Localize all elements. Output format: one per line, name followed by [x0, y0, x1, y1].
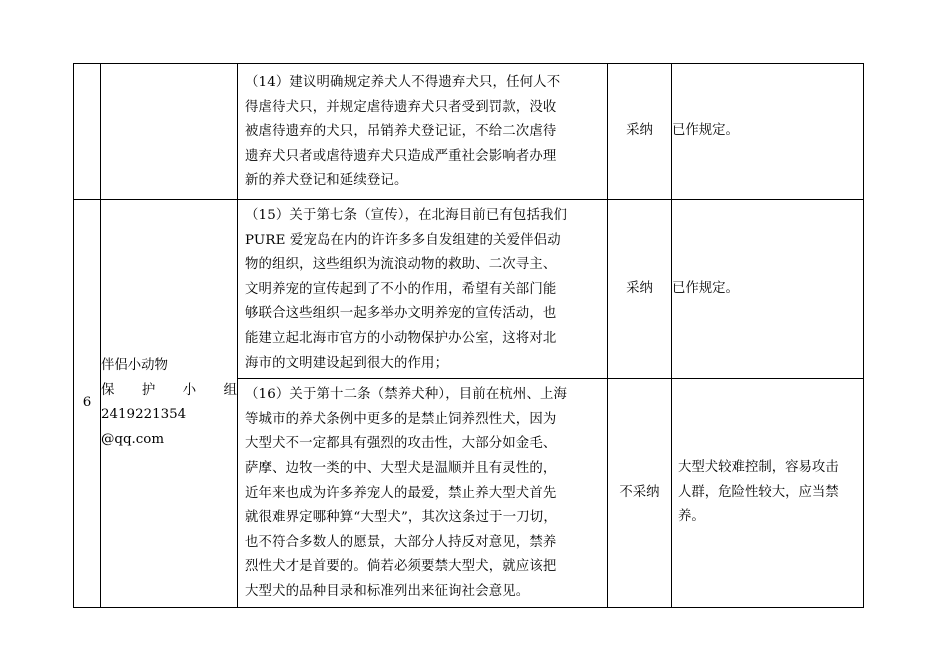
suggestion-line: 被虐待遗弃的犬只，吊销养犬登记证，不给二次虐待 — [245, 124, 557, 140]
suggestion-line: 大型犬不一定都具有强烈的攻击性，大部分如金毛、 — [245, 436, 557, 452]
organization-cell — [101, 64, 238, 200]
reason-cell: 已作规定。 — [672, 200, 864, 379]
suggestion-line: 物的组织，这些组织为流浪动物的救助、二次寻主、 — [245, 257, 557, 273]
suggestion-text — [238, 67, 607, 196]
suggestion-cell — [238, 64, 608, 200]
reason-text — [672, 456, 863, 530]
suggestion-line: 近年来也成为许多养宠人的最爱，禁止养大型犬首先 — [245, 485, 557, 501]
organization-cell — [101, 200, 238, 608]
decision-cell: 采纳 — [608, 64, 672, 200]
suggestion-line: 够联合这些组织一起多举办文明养宠的宣传活动，也 — [245, 306, 557, 322]
suggestion-text — [238, 200, 607, 378]
reason-cell: 已作规定。 — [672, 64, 864, 200]
suggestion-cell — [238, 379, 608, 607]
organization-name: 伴侣小动物 — [101, 358, 168, 374]
decision-cell: 不采纳 — [608, 379, 672, 607]
row-number-cell: 6 — [74, 200, 101, 608]
suggestion-line: （16）关于第十二条（禁养犬种），目前在杭州、上海 — [245, 387, 568, 403]
reason-line: 养。 — [678, 509, 705, 525]
suggestion-line: 等城市的养犬条例中更多的是禁止饲养烈性犬，因为 — [245, 411, 557, 427]
suggestion-line: 新的养犬登记和延续登记。 — [245, 173, 408, 189]
suggestion-line: （14）建议明确规定养犬人不得遗弃犬只，任何人不 — [245, 75, 561, 91]
reason-cell — [672, 379, 864, 607]
suggestion-line: 遗弃犬只者或虐待遗弃犬只造成严重社会影响者办理 — [245, 148, 557, 164]
organization-contact: 2419221354 — [101, 407, 187, 423]
suggestion-line: 就很难界定哪种算“大型犬”，其次这条过于一刀切， — [245, 510, 557, 526]
organization-contact-domain: @qq.com — [101, 431, 165, 447]
row-number-cell — [74, 64, 101, 200]
suggestion-line: 大型犬的品种目录和标准列出来征询社会意见。 — [245, 583, 530, 599]
organization-group: 保 护 小 组 — [101, 382, 237, 398]
reason-line: 人群，危险性较大，应当禁 — [678, 484, 839, 500]
suggestion-line: 也不符合多数人的愿景，大部分人持反对意见，禁养 — [245, 534, 557, 550]
suggestion-cell — [238, 200, 608, 379]
table-row — [74, 64, 864, 200]
suggestion-line: 海市的文明建设起到很大的作用； — [245, 355, 449, 371]
suggestion-text — [238, 379, 607, 606]
suggestion-line: 能建立起北海市官方的小动物保护办公室，这将对北 — [245, 330, 557, 346]
suggestion-line: 得虐待犬只，并规定虐待遗弃犬只者受到罚款，没收 — [245, 99, 557, 115]
reason-line: 大型犬较难控制，容易攻击 — [678, 459, 839, 475]
suggestion-line: PURE 爱宠岛在内的许许多多自发组建的关爱伴侣动 — [245, 232, 561, 248]
suggestion-line: 文明养宠的宣传起到了不小的作用，希望有关部门能 — [245, 281, 557, 297]
suggestion-line: （15）关于第七条（宣传），在北海目前已有包括我们 — [245, 208, 568, 223]
decision-cell: 采纳 — [608, 200, 672, 379]
feedback-table — [73, 63, 864, 608]
table-row — [74, 200, 864, 379]
suggestion-line: 烈性犬才是首要的。倘若必须要禁大型犬，就应该把 — [245, 559, 557, 575]
suggestion-line: 萨摩、边牧一类的中、大型犬是温顺并且有灵性的， — [245, 460, 557, 476]
